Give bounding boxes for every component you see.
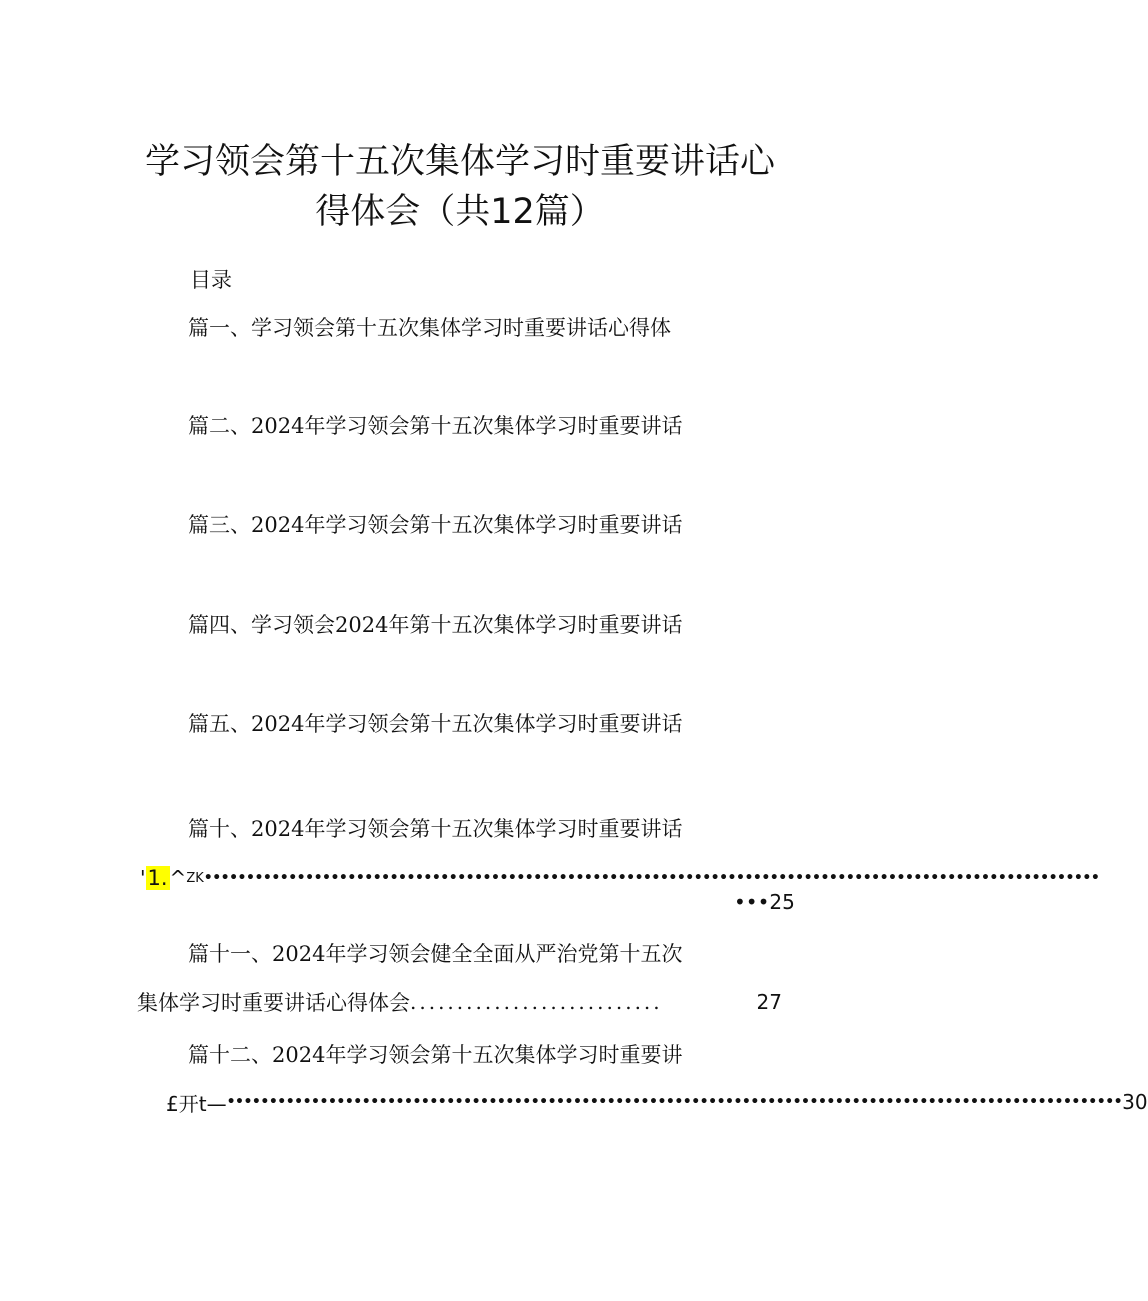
toc-entry-5[interactable]: 篇五、2024年学习领会第十五次集体学习时重要讲话 xyxy=(188,712,683,736)
garbled-prefix: £开t— xyxy=(166,1091,227,1116)
toc-entry-10[interactable]: 篇十、2024年学习领会第十五次集体学习时重要讲话 xyxy=(188,817,683,841)
toc-entry-12-page-number: 30 xyxy=(1122,1090,1148,1114)
toc-entry-11-text: 集体学习时重要讲话心得体会 xyxy=(137,991,410,1015)
toc-entry-11-line2[interactable] xyxy=(137,987,782,1017)
toc-entry-1[interactable]: 篇一、学习领会第十五次集体学习时重要讲话心得体 xyxy=(188,316,671,340)
toc-entry-2[interactable]: 篇二、2024年学习领会第十五次集体学习时重要讲话 xyxy=(188,414,683,438)
toc-entry-10-leader xyxy=(140,864,1100,892)
toc-entry-3[interactable]: 篇三、2024年学习领会第十五次集体学习时重要讲话 xyxy=(188,513,683,537)
prefix-z: Z xyxy=(186,870,196,886)
document-title-line1: 学习领会第十五次集体学习时重要讲话心 xyxy=(144,142,775,182)
leader-dots: ........................... xyxy=(410,990,663,1014)
garbled-prefix xyxy=(140,866,204,890)
leader-dots: •••••••••••••••••••••••••••••••••••••••••••••••••••••••••••••••••••••••••••••••••••••••••••••••••••••••••• xyxy=(226,1094,1123,1110)
prefix-k: K xyxy=(195,870,204,886)
leader-dots: •••••••••••••••••••••••••••••••••••••••••••••••••••••••••••••••••••••••••••••••••••••••••••••••••••••••••• xyxy=(203,870,1100,886)
toc-entry-11-page-number: 27 xyxy=(756,990,782,1014)
prefix-caret: ^ xyxy=(169,866,187,890)
toc-heading: 目录 xyxy=(190,268,232,292)
highlighted-text: 1. xyxy=(147,866,168,890)
toc-entry-11-line1[interactable]: 篇十一、2024年学习领会健全全面从严治党第十五次 xyxy=(188,942,683,966)
prefix-quote: ' xyxy=(140,866,146,890)
toc-entry-4[interactable]: 篇四、学习领会2024年第十五次集体学习时重要讲话 xyxy=(188,613,683,637)
toc-entry-10-page-number: •••25 xyxy=(734,890,795,914)
document-title-line2: 得体会（共12篇） xyxy=(315,192,605,232)
toc-entry-12-line2[interactable] xyxy=(166,1088,1148,1116)
toc-entry-12-line1[interactable]: 篇十二、2024年学习领会第十五次集体学习时重要讲 xyxy=(188,1043,683,1067)
